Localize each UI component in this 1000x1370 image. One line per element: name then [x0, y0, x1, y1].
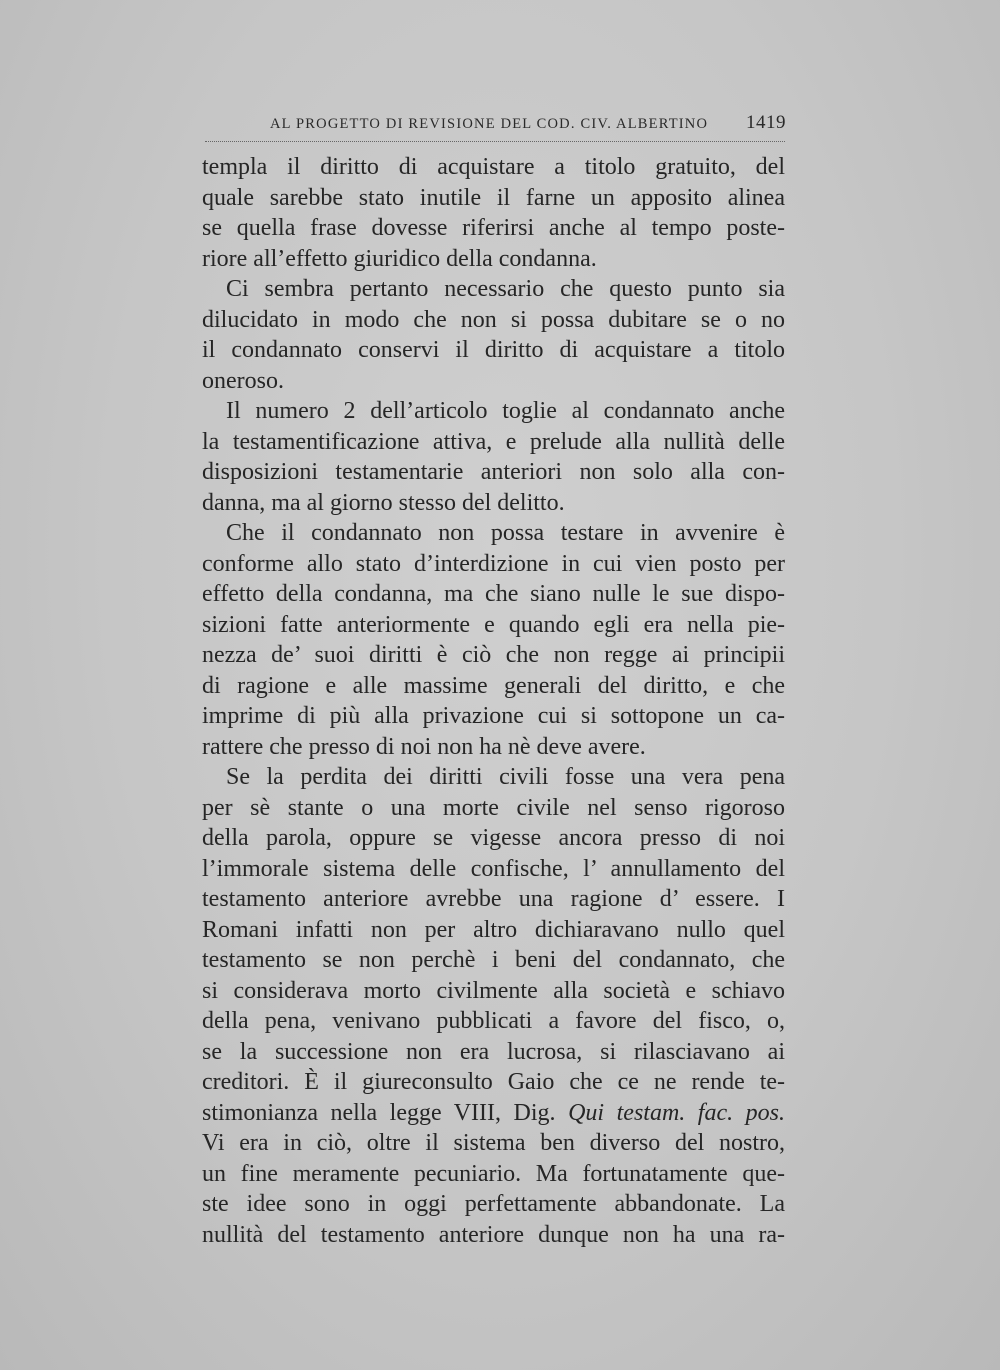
text-line	[202, 610, 785, 641]
text-line	[202, 1037, 785, 1068]
text-line-content: nezza de’ suoi diritti è ciò che non regge ai principii	[202, 642, 785, 668]
text-line	[202, 1220, 785, 1251]
text-line-content: imprime di più alla privazione cui si sottopone un ca-	[202, 703, 785, 729]
text-line-content: effetto della condanna, ma che siano nulle le sue dispo-	[202, 581, 785, 607]
text-line-content: nullità del testamento anteriore dunque non ha una ra-	[202, 1221, 785, 1248]
text-line-content: sizioni fatte anteriormente e quando egli era nella pie-	[202, 611, 785, 638]
text-line-content: templa il diritto di acquistare a titolo gratuito, del	[202, 154, 785, 180]
text-line	[202, 884, 785, 915]
text-line-content: della pena, venivano pubblicati a favore del fisco, o,	[202, 1008, 785, 1034]
text-line	[202, 518, 785, 549]
text-line	[202, 152, 785, 183]
text-line	[202, 1067, 785, 1098]
text-line	[202, 274, 785, 305]
text-line	[202, 945, 785, 976]
text-line-content: disposizioni testamentarie anteriori non solo alla con-	[202, 459, 785, 485]
text-line-content: l’immorale sistema delle confische, l’ annullamento del	[202, 855, 785, 882]
text-line	[202, 823, 785, 854]
text-line-content: Il numero 2 dell’articolo toglie al condannato anche	[226, 398, 785, 424]
text-line	[202, 915, 785, 946]
text-line-content: un fine meramente pecuniario. Ma fortunatamente que-	[202, 1160, 785, 1187]
text-line	[202, 335, 785, 366]
text-line	[202, 793, 785, 824]
text-line	[202, 976, 785, 1007]
text-line	[202, 396, 785, 427]
text-line-content: Ci sembra pertanto necessario che questo punto sia	[226, 276, 785, 302]
text-line-content: Che il condannato non possa testare in avvenire è	[226, 520, 785, 546]
text-line	[202, 549, 785, 580]
text-line	[202, 244, 785, 275]
text-line-content: per sè stante o una morte civile nel senso rigoroso	[202, 794, 785, 821]
citation-italic: Qui testam. fac. pos.	[568, 1099, 785, 1126]
text-line	[202, 1159, 785, 1190]
text-line	[202, 427, 785, 458]
text-line-content: testamento anteriore avrebbe una ragione d’ essere. I	[202, 886, 785, 912]
text-line	[202, 457, 785, 488]
text-line	[202, 183, 785, 214]
text-line-content: ste idee sono in oggi perfettamente abbandonate. La	[202, 1191, 785, 1217]
running-head-title: AL PROGETTO DI REVISIONE DEL COD. CIV. ALBERTINO	[270, 116, 709, 132]
text-line-content: si considerava morto civilmente alla società e schiavo	[202, 977, 785, 1004]
text-line	[202, 640, 785, 671]
body-text	[202, 152, 785, 1250]
text-line	[202, 1128, 785, 1159]
text-line-content: quale sarebbe stato inutile il farne un apposito alinea	[202, 184, 785, 211]
text-line	[202, 305, 785, 336]
text-line-content: Se la perdita dei diritti civili fosse una vera pena	[226, 764, 785, 790]
text-line	[202, 762, 785, 793]
text-line-content: testamento se non perchè i beni del condannato, che	[202, 947, 785, 973]
text-line-content: Vi era in ciò, oltre il sistema ben diverso del nostro,	[202, 1130, 785, 1156]
header-rule	[205, 141, 785, 142]
text-line-content: oneroso.	[202, 367, 284, 394]
text-line-content: il condannato conservi il diritto di acquistare a titolo	[202, 337, 785, 363]
text-line-content: di ragione e alle massime generali del diritto, e che	[202, 672, 785, 699]
text-line-content: della parola, oppure se vigesse ancora presso di noi	[202, 825, 785, 851]
text-line-content: danna, ma al giorno stesso del delitto.	[202, 489, 565, 516]
text-line	[202, 701, 785, 732]
page-number: 1419	[746, 112, 786, 133]
text-line	[202, 1189, 785, 1220]
text-line	[202, 732, 785, 763]
text-line-content: creditori. È il giureconsulto Gaio che ce ne rende te-	[202, 1069, 785, 1095]
running-head	[270, 112, 790, 138]
text-line	[202, 488, 785, 519]
text-line-content: Romani infatti non per altro dichiaravano nullo quel	[202, 916, 785, 943]
text-line	[202, 1098, 785, 1129]
text-line-content: se quella frase dovesse riferirsi anche al tempo poste-	[202, 215, 785, 241]
text-line	[202, 213, 785, 244]
text-line-content: dilucidato in modo che non si possa dubitare se o no	[202, 306, 785, 333]
text-line	[202, 854, 785, 885]
text-line	[202, 579, 785, 610]
text-line-content: rattere che presso di noi non ha nè deve avere.	[202, 733, 646, 760]
text-line	[202, 1006, 785, 1037]
text-line-content: se la successione non era lucrosa, si rilasciavano ai	[202, 1038, 785, 1065]
text-line	[202, 671, 785, 702]
text-line	[202, 366, 785, 397]
text-line-content: conforme allo stato d’interdizione in cui vien posto per	[202, 550, 785, 577]
text-line-content: stimonianza nella legge VIII, Dig.	[202, 1099, 556, 1126]
text-line-content: la testamentificazione attiva, e prelude alla nullità delle	[202, 428, 785, 455]
text-line-content: riore all’effetto giuridico della condanna.	[202, 245, 597, 272]
